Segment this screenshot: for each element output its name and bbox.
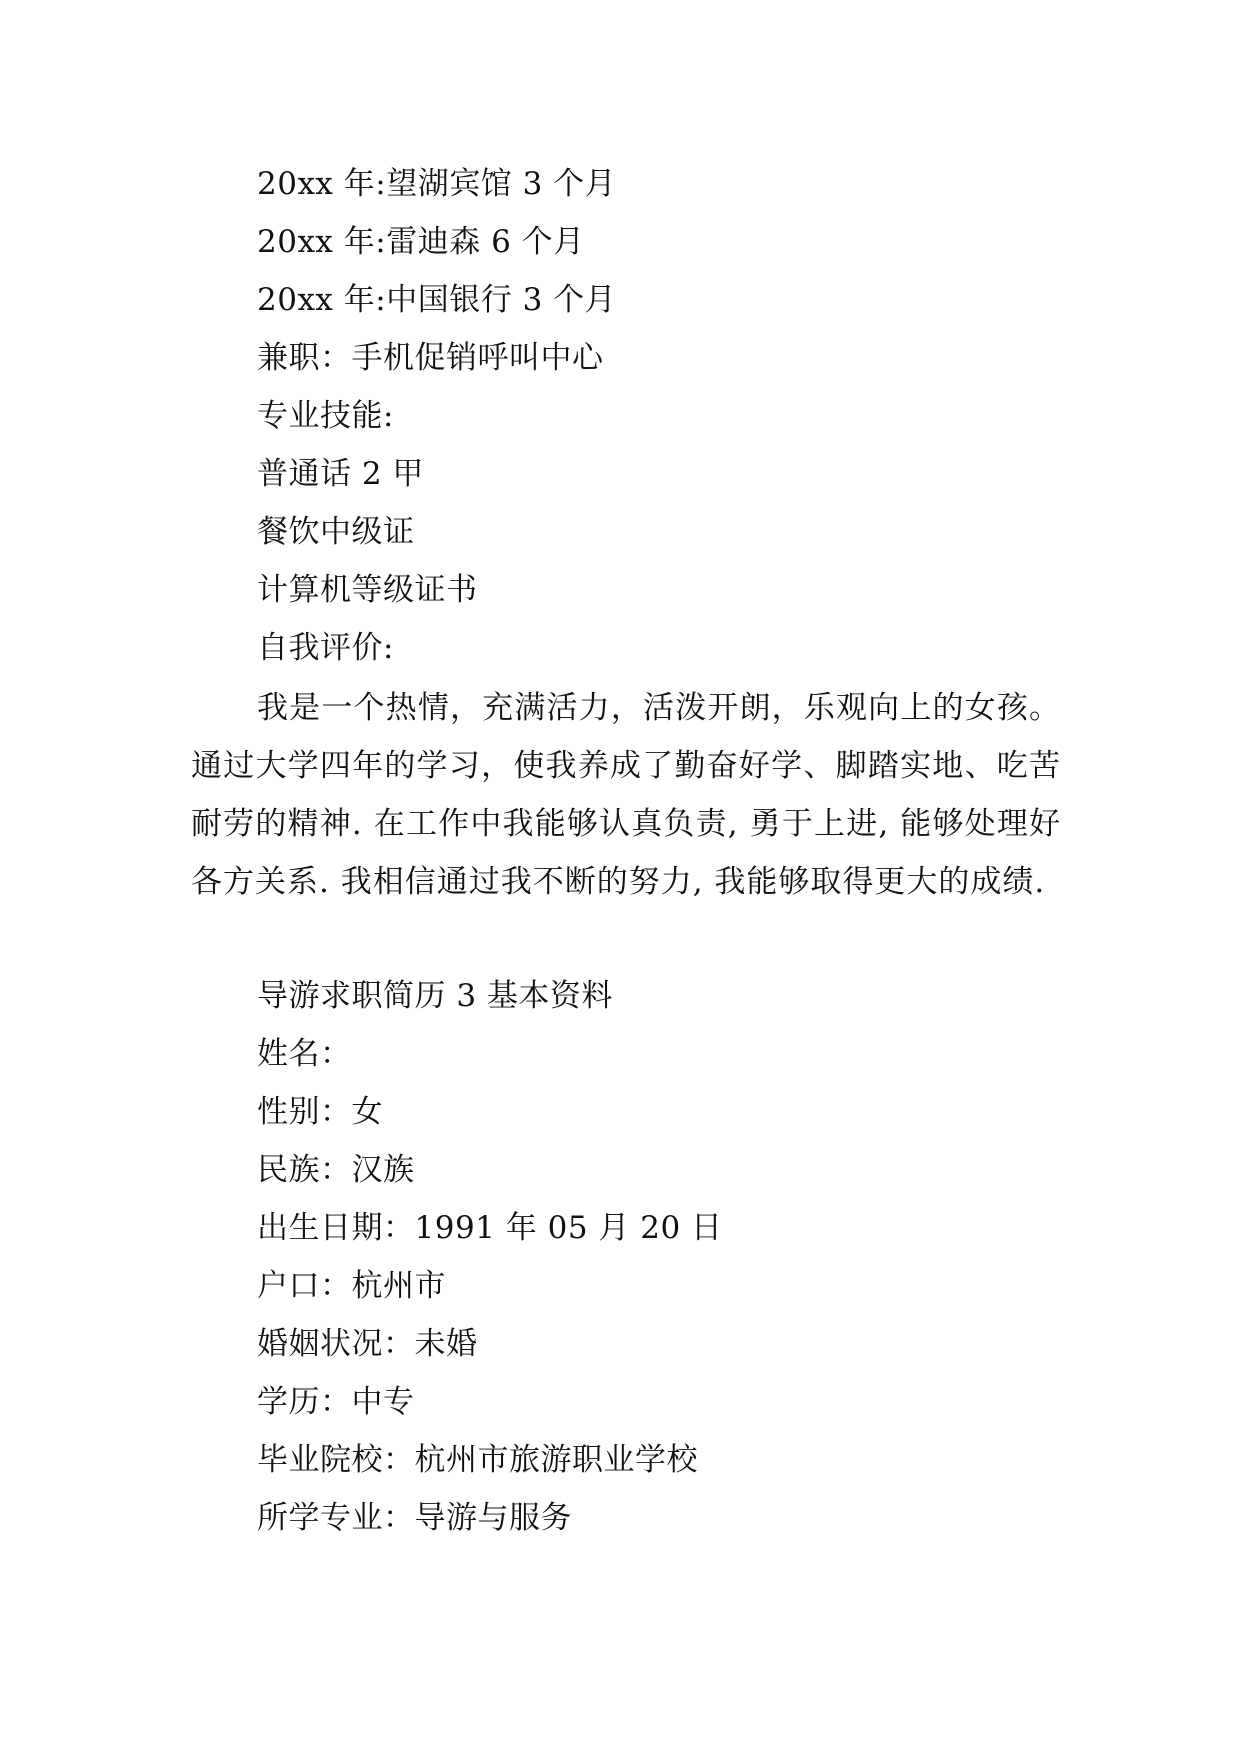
work-history-item: 兼职：手机促销呼叫中心 [257,340,604,376]
info-marital-status: 婚姻状况：未婚 [257,1326,478,1362]
work-history-item: 20xx 年:中国银行 3 个月 [257,282,617,318]
info-ethnicity: 民族：汉族 [257,1152,415,1188]
info-major: 所学专业：导游与服务 [257,1500,572,1536]
info-gender: 性别：女 [257,1094,383,1130]
info-name: 姓名： [257,1036,352,1072]
info-birth-date: 出生日期：1991 年 05 月 20 日 [257,1210,723,1246]
evaluation-heading: 自我评价: [257,630,394,666]
skill-item: 普通话 2 甲 [257,456,424,492]
resume-3-title: 导游求职简历 3 基本资料 [257,978,613,1014]
skill-item: 餐饮中级证 [257,514,415,550]
info-school: 毕业院校：杭州市旅游职业学校 [257,1442,698,1478]
work-history-item: 20xx 年:雷迪森 6 个月 [257,224,585,260]
work-history-item: 20xx 年:望湖宾馆 3 个月 [257,166,617,202]
skills-heading: 专业技能: [257,398,394,434]
info-hukou: 户口：杭州市 [257,1268,446,1304]
skill-item: 计算机等级证书 [257,572,478,608]
evaluation-paragraph: 我是一个热情，充满活力，活泼开朗，乐观向上的女孩。通过大学四年的学习，使我养成了勤奋好学、脚踏实地、吃苦耐劳的精神. 在工作中我能够认真负责, 勇于上进, 能够处理好各方关系. 我相信通过我不断的努力, 我能够取得更大的成绩. [191,690,1061,900]
info-education: 学历：中专 [257,1384,415,1420]
